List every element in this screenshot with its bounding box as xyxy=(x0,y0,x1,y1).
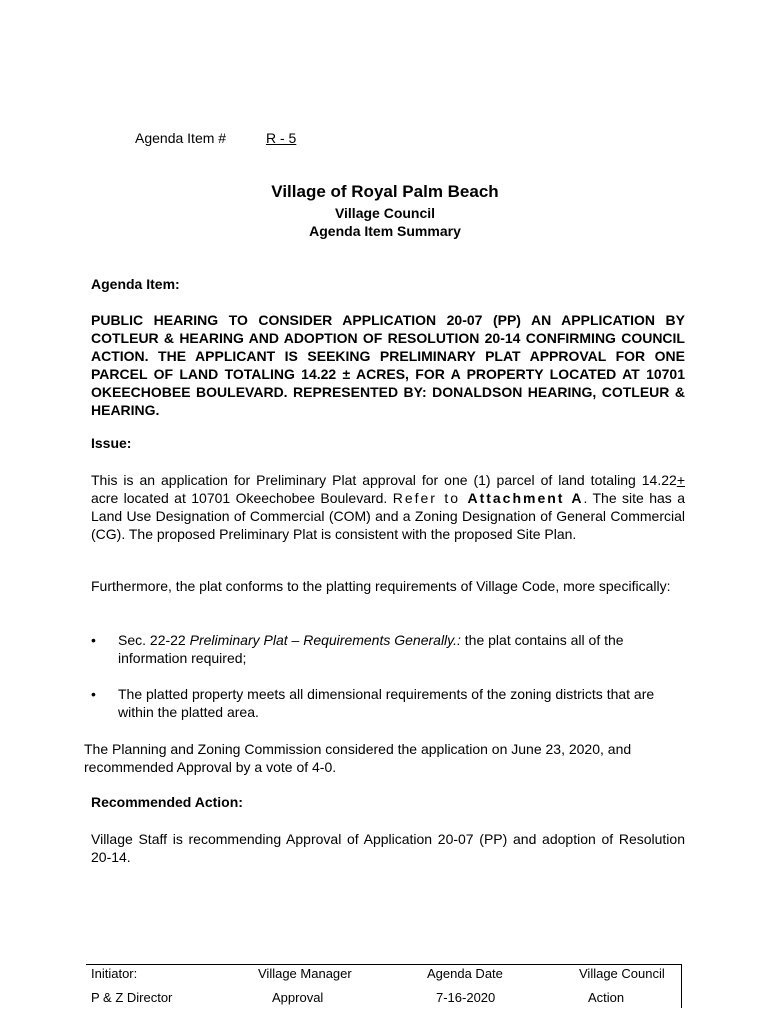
issue-text-2: acre located at 10701 Okeechobee Boulevard. xyxy=(91,490,393,506)
footer-header-village-council: Village Council xyxy=(579,966,665,981)
footer-value-village-council: Action xyxy=(588,990,625,1005)
planning-paragraph: The Planning and Zoning Commission considered the application on June 23, 2020, and recommended Approval by a vote of 4-0. xyxy=(84,741,632,775)
bullet-text-2: The platted property meets all dimensional requirements of the zoning districts that are within the platted area. xyxy=(118,686,655,720)
bullet-text-1 xyxy=(118,631,685,667)
bullet-italic: Preliminary Plat – Requirements Generally.: xyxy=(189,632,461,648)
document-subtitle-council: Village Council xyxy=(334,205,436,221)
agenda-item-line xyxy=(135,130,302,146)
footer-value-initiator: P & Z Director xyxy=(91,990,173,1005)
issue-paragraph xyxy=(91,471,685,543)
footer-header-initiator: Initiator: xyxy=(91,966,138,981)
agenda-item-description: PUBLIC HEARING TO CONSIDER APPLICATION 20-07 (PP) AN APPLICATION BY COTLEUR & HEARING AND ADOPTION OF RESOLUTION 20-14 CONFIRMING COUNCIL ACTION. THE APPLICANT IS SEEKING PRELIMINARY PLAT APPROVAL FOR ONE PARCEL OF LAND TOTALING 14.22 ± ACRES, FOR A PROPERTY LOCATED AT 10701 OKEECHOBEE BOULEVARD. REPRESENTED BY: DONALDSON HEARING, COTLEUR & HEARING. xyxy=(91,312,685,418)
footer-value-agenda-date: 7-16-2020 xyxy=(436,990,496,1005)
issue-text-3: . The site has a Land Use Designation of Commercial (COM) and a Zoning Designation of General Commercial (CG). The proposed Preliminary Plat is consistent with the proposed Site Plan. xyxy=(91,490,685,542)
bullet-icon: • xyxy=(91,686,96,702)
issue-refer: Refer to xyxy=(392,490,468,506)
footer-header-agenda-date: Agenda Date xyxy=(427,966,503,981)
bullet-suffix: the plat contains all of the information required; xyxy=(118,632,624,666)
footer-vertical-line xyxy=(681,964,682,1008)
recommended-action-paragraph: Village Staff is recommending Approval of Application 20-07 (PP) and adoption of Resolution 20-14. xyxy=(91,831,685,865)
attachment-reference: Attachment A xyxy=(467,490,584,506)
document-subtitle-summary: Agenda Item Summary xyxy=(309,223,461,239)
issue-plusminus: + xyxy=(676,472,685,488)
furthermore-paragraph: Furthermore, the plat conforms to the platting requirements of Village Code, more specifically: xyxy=(91,578,671,594)
issue-text-1: This is an application for Preliminary Plat approval for one (1) parcel of land totaling 14.22 xyxy=(91,472,677,488)
agenda-item-label: Agenda Item # xyxy=(135,130,227,146)
footer-divider xyxy=(86,964,682,965)
issue-heading: Issue: xyxy=(91,435,132,451)
bullet-prefix: Sec. 22-22 xyxy=(118,632,190,648)
footer-header-village-manager: Village Manager xyxy=(258,966,352,981)
agenda-item-heading: Agenda Item: xyxy=(91,276,180,292)
footer-value-village-manager: Approval xyxy=(272,990,324,1005)
document-title: Village of Royal Palm Beach xyxy=(271,182,499,201)
recommended-action-heading: Recommended Action: xyxy=(91,794,243,810)
agenda-item-number: R - 5 xyxy=(265,130,297,146)
bullet-icon: • xyxy=(91,632,96,648)
